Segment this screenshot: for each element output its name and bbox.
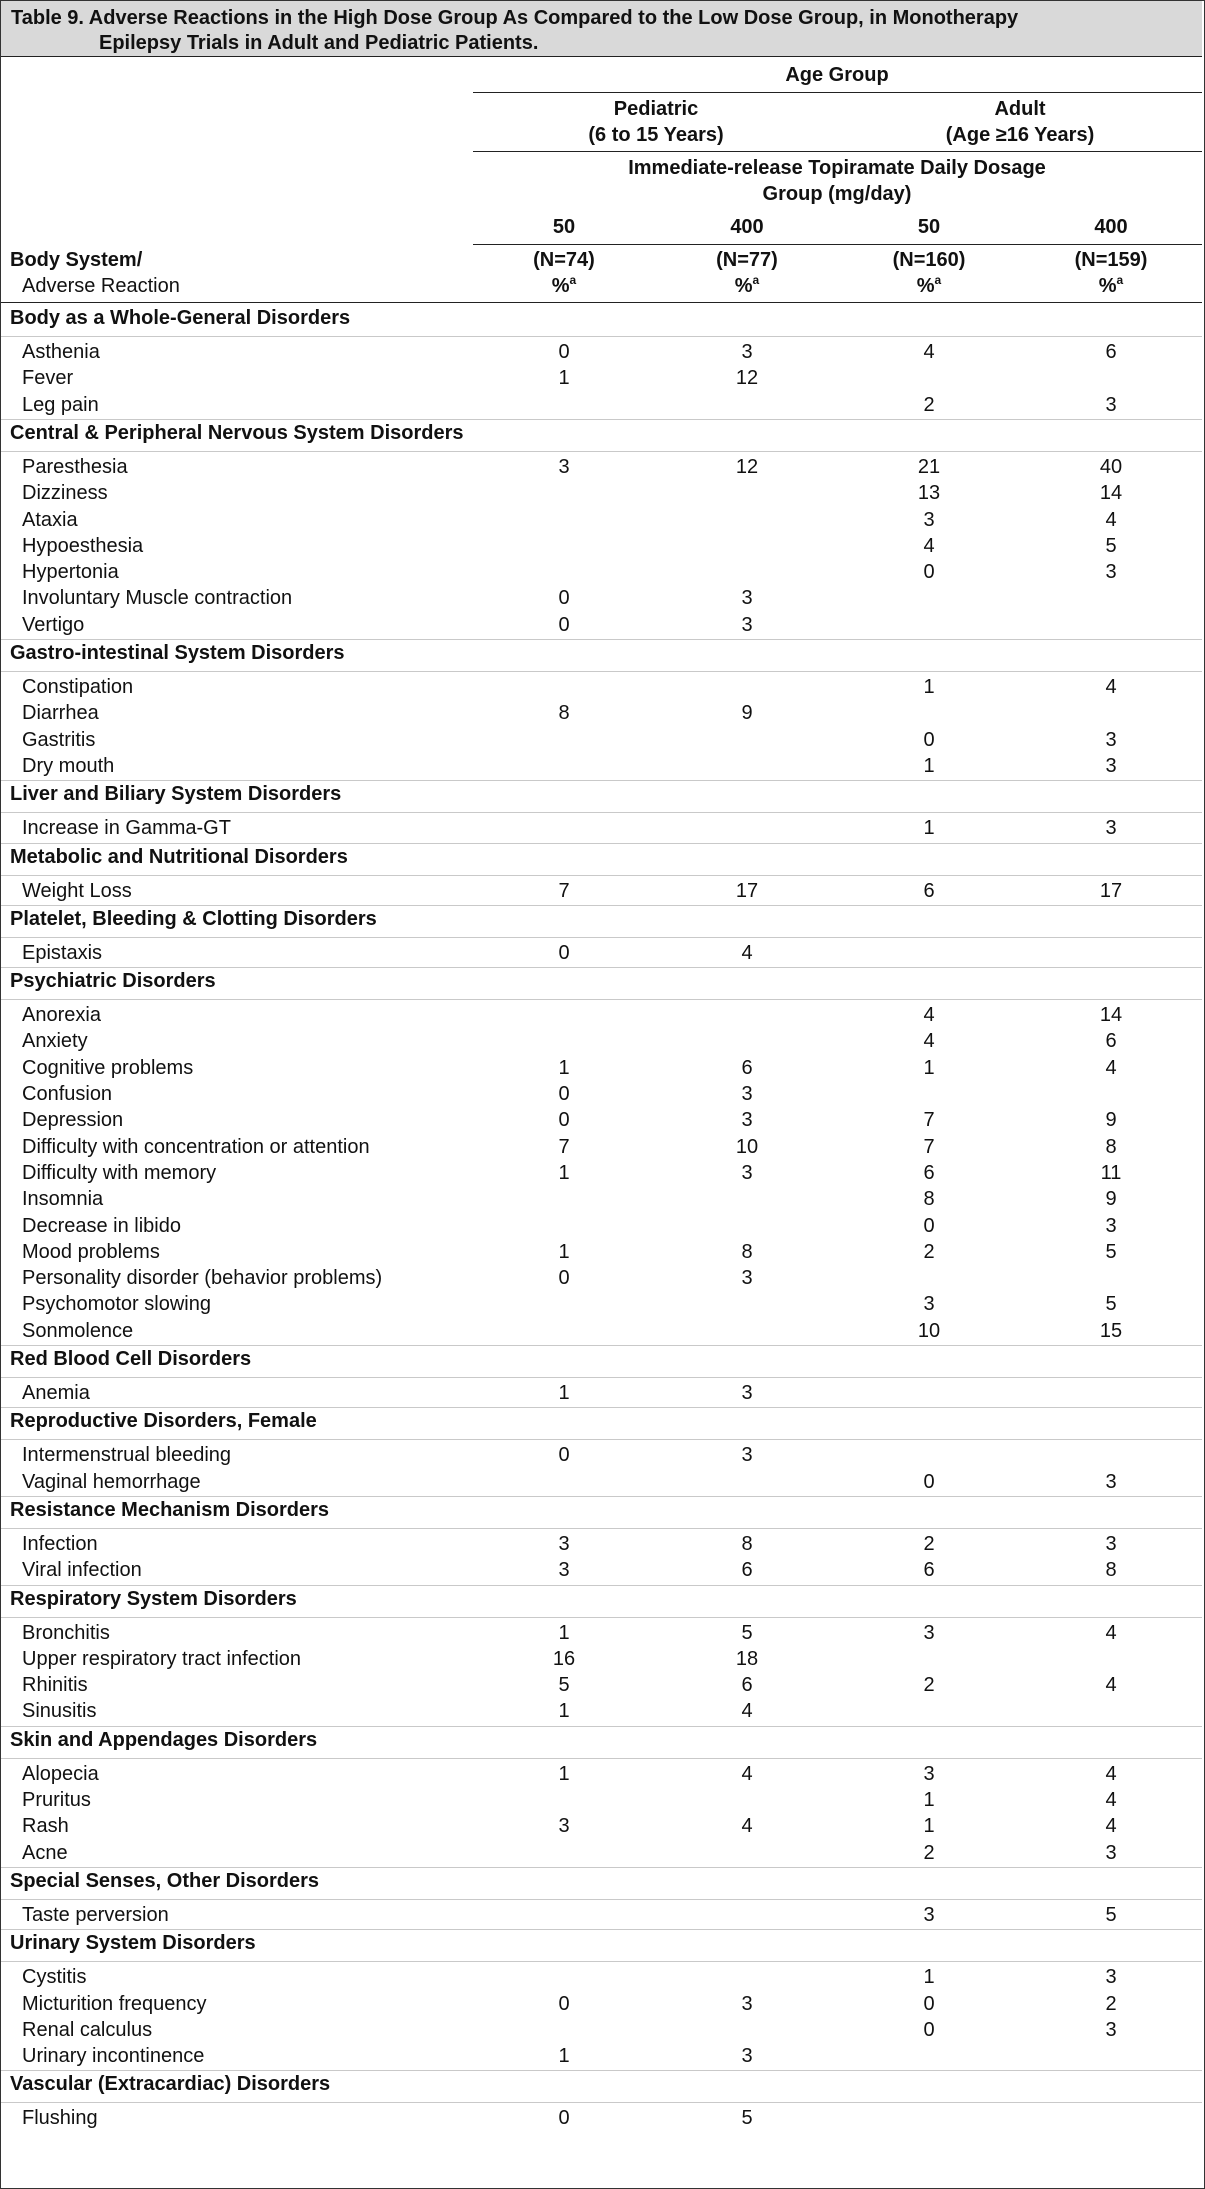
reaction-label: Mood problems	[22, 1240, 160, 1263]
value-cell: 5	[1105, 1293, 1117, 1316]
pediatric-age-range: (6 to 15 Years)	[588, 124, 724, 146]
reaction-label: Sonmolence	[22, 1319, 134, 1342]
value-cell: 0	[558, 613, 570, 636]
reaction-label: Alopecia	[22, 1762, 99, 1785]
section-header: Gastro-intestinal System Disorders	[10, 642, 345, 664]
section-header: Central & Peripheral Nervous System Disorders	[10, 421, 464, 444]
reaction-label: Rash	[22, 1815, 69, 1838]
header-bottom-rule	[1, 302, 1202, 303]
reaction-label: Upper respiratory tract infection	[22, 1647, 302, 1670]
value-cell: 4	[923, 1030, 935, 1053]
value-cell: 12	[735, 455, 759, 478]
section-divider	[1, 1961, 1202, 1962]
value-cell: 4	[741, 941, 753, 964]
value-cell: 6	[741, 1559, 753, 1582]
reaction-label: Anorexia	[22, 1004, 101, 1027]
reaction-label: Urinary incontinence	[22, 2045, 205, 2068]
reaction-label: Gastritis	[22, 728, 96, 751]
value-cell: 8	[923, 1188, 935, 1211]
n-header: (N=77)	[716, 249, 778, 271]
value-cell: 3	[1105, 1966, 1117, 1989]
section-header: Red Blood Cell Disorders	[10, 1348, 252, 1370]
n-header: (N=160)	[892, 249, 966, 271]
section-header: Reproductive Disorders, Female	[10, 1410, 317, 1433]
section-header: Respiratory System Disorders	[10, 1587, 297, 1610]
value-cell: 0	[558, 2107, 570, 2130]
section-divider	[1, 1439, 1202, 1440]
adult-header: Adult	[994, 98, 1046, 120]
value-cell: 4	[923, 1004, 935, 1027]
n-header: (N=74)	[533, 249, 595, 271]
value-cell: 0	[558, 341, 570, 363]
value-cell: 1	[923, 1966, 935, 1989]
value-cell: 0	[558, 1109, 570, 1132]
dosage-header-line2: Group (mg/day)	[762, 183, 912, 205]
section-divider	[1, 451, 1202, 452]
value-cell: 12	[735, 367, 759, 390]
value-cell: 3	[1105, 1532, 1117, 1555]
value-cell: 5	[741, 1621, 753, 1644]
value-cell: 8	[558, 702, 570, 725]
value-cell: 3	[741, 1161, 753, 1184]
footnote-marker: a	[1116, 273, 1124, 287]
section-divider	[1, 1758, 1202, 1759]
reaction-label: Epistaxis	[22, 941, 103, 964]
value-cell: 9	[1105, 1188, 1117, 1211]
reaction-label: Acne	[22, 1841, 68, 1864]
section-header: Platelet, Bleeding & Clotting Disorders	[10, 907, 377, 930]
adverse-reaction-header: Adverse Reaction	[22, 275, 180, 297]
reaction-label: Increase in Gamma-GT	[22, 817, 231, 840]
value-cell: 3	[1105, 561, 1117, 584]
value-cell: 6	[923, 1161, 935, 1184]
reaction-label: Pruritus	[22, 1789, 91, 1811]
value-cell: 6	[741, 1056, 753, 1079]
value-cell: 14	[1099, 482, 1123, 505]
value-cell: 4	[741, 1815, 753, 1838]
value-cell: 0	[923, 1992, 935, 2015]
reaction-label: Leg pain	[22, 393, 99, 416]
reaction-label: Depression	[22, 1109, 124, 1132]
value-cell: 10	[917, 1319, 941, 1342]
value-cell: 3	[741, 1444, 753, 1467]
value-cell: 2	[923, 1532, 935, 1555]
reaction-label: Insomnia	[22, 1188, 104, 1211]
value-cell: 1	[558, 2045, 570, 2068]
value-cell: 3	[1105, 754, 1117, 777]
value-cell: 13	[917, 482, 941, 505]
reaction-label: Taste perversion	[22, 1903, 169, 1926]
value-cell: 0	[558, 1444, 570, 1467]
dose-header: 50	[917, 216, 941, 238]
value-cell: 40	[1099, 455, 1123, 478]
section-divider	[1, 875, 1202, 876]
value-cell: 3	[923, 1293, 935, 1316]
value-cell: 4	[741, 1700, 753, 1723]
value-cell: 7	[558, 1135, 570, 1158]
value-cell: 5	[741, 2107, 753, 2130]
value-cell: 10	[735, 1135, 759, 1158]
reaction-label: Personality disorder (behavior problems)	[22, 1267, 383, 1290]
value-cell: 5	[1105, 534, 1117, 557]
value-cell: 2	[923, 393, 935, 416]
value-cell: 1	[923, 1815, 935, 1838]
table-title-bar	[1, 1, 1202, 57]
section-header: Psychiatric Disorders	[10, 970, 216, 993]
reaction-label: Psychomotor slowing	[22, 1293, 211, 1316]
value-cell: 4	[923, 341, 935, 363]
section-divider	[1, 937, 1202, 938]
value-cell: 3	[741, 1267, 753, 1290]
value-cell: 3	[1105, 728, 1117, 751]
value-cell: 4	[1105, 1056, 1117, 1079]
value-cell: 4	[1105, 508, 1117, 531]
value-cell: 1	[558, 1161, 570, 1184]
reaction-label: Flushing	[22, 2107, 98, 2130]
dose-header: 50	[552, 216, 576, 238]
reaction-label: Difficulty with concentration or attention	[22, 1135, 370, 1158]
value-cell: 3	[741, 1083, 753, 1105]
value-cell: 2	[1105, 1992, 1117, 2015]
value-cell: 11	[1100, 1161, 1122, 1184]
value-cell: 2	[923, 1841, 935, 1864]
value-cell: 0	[923, 1470, 935, 1493]
value-cell: 3	[1105, 1470, 1117, 1493]
value-cell: 1	[558, 1621, 570, 1644]
n-header: (N=159)	[1074, 249, 1148, 271]
value-cell: 0	[923, 561, 935, 584]
reaction-label: Ataxia	[22, 508, 78, 531]
value-cell: 21	[917, 455, 941, 478]
value-cell: 1	[923, 1056, 935, 1079]
value-cell: 0	[558, 1083, 570, 1105]
value-cell: 3	[923, 508, 935, 531]
section-divider	[1, 671, 1202, 672]
section-header: Urinary System Disorders	[10, 1932, 256, 1955]
value-cell: 1	[558, 1056, 570, 1079]
percent-sign: %	[734, 275, 753, 297]
reaction-label: Decrease in libido	[22, 1214, 181, 1237]
value-cell: 4	[923, 534, 935, 557]
reaction-label: Asthenia	[22, 341, 100, 363]
value-cell: 0	[923, 2018, 935, 2041]
value-cell: 3	[923, 1762, 935, 1785]
value-cell: 1	[558, 1700, 570, 1723]
pediatric-header: Pediatric	[613, 98, 699, 120]
percent-sign: %	[551, 275, 570, 297]
section-divider	[1, 812, 1202, 813]
percent-header	[552, 273, 576, 299]
value-cell: 1	[923, 754, 935, 777]
reaction-label: Difficulty with memory	[22, 1161, 217, 1184]
value-cell: 18	[735, 1647, 759, 1670]
value-cell: 8	[741, 1240, 753, 1263]
value-cell: 3	[1105, 393, 1117, 416]
section-divider	[1, 1528, 1202, 1529]
dosage-header-line1: Immediate-release Topiramate Daily Dosage	[628, 157, 1046, 179]
table-title-line2: Epilepsy Trials in Adult and Pediatric Patients.	[99, 32, 539, 54]
reaction-label: Intermenstrual bleeding	[22, 1444, 232, 1467]
value-cell: 4	[1105, 676, 1117, 698]
reaction-label: Diarrhea	[22, 702, 99, 725]
value-cell: 3	[558, 1532, 570, 1555]
value-cell: 3	[741, 1382, 753, 1404]
reaction-label: Hypoesthesia	[22, 534, 144, 557]
value-cell: 3	[741, 341, 753, 363]
percent-header	[917, 273, 941, 299]
value-cell: 7	[923, 1135, 935, 1158]
section-divider	[1, 2102, 1202, 2103]
dose-header: 400	[730, 216, 764, 238]
reaction-label: Cystitis	[22, 1966, 87, 1989]
reaction-label: Viral infection	[22, 1559, 142, 1582]
reaction-label: Involuntary Muscle contraction	[22, 587, 293, 610]
value-cell: 1	[923, 1789, 935, 1811]
section-header: Special Senses, Other Disorders	[10, 1869, 320, 1892]
percent-header	[1099, 273, 1123, 299]
reaction-label: Paresthesia	[22, 455, 128, 478]
value-cell: 8	[1105, 1559, 1117, 1582]
reaction-label: Anemia	[22, 1382, 90, 1404]
value-cell: 3	[1105, 1841, 1117, 1864]
value-cell: 0	[923, 1214, 935, 1237]
reaction-label: Weight Loss	[22, 879, 132, 902]
reaction-label: Vertigo	[22, 613, 85, 636]
body-system-header: Body System/	[10, 249, 143, 271]
footnote-marker: a	[934, 273, 942, 287]
value-cell: 6	[1105, 1030, 1117, 1053]
header-rule	[473, 92, 1202, 93]
value-cell: 0	[558, 587, 570, 610]
header-rule	[473, 151, 1202, 152]
value-cell: 3	[1105, 817, 1117, 840]
age-group-header: Age Group	[785, 64, 889, 86]
table-title-line1: Table 9. Adverse Reactions in the High Dose Group As Compared to the Low Dose Group, in Monotherapy	[11, 7, 1019, 29]
section-header: Body as a Whole-General Disorders	[10, 307, 351, 329]
section-header: Vascular (Extracardiac) Disorders	[10, 2073, 331, 2096]
value-cell: 5	[1105, 1240, 1117, 1263]
value-cell: 3	[1105, 1214, 1117, 1237]
value-cell: 3	[923, 1621, 935, 1644]
reaction-label: Fever	[22, 367, 74, 390]
value-cell: 5	[558, 1674, 570, 1697]
adult-age-range: (Age ≥16 Years)	[945, 124, 1095, 146]
value-cell: 7	[558, 879, 570, 902]
value-cell: 1	[923, 817, 935, 840]
section-divider	[1, 1617, 1202, 1618]
value-cell: 3	[741, 1109, 753, 1132]
value-cell: 6	[923, 879, 935, 902]
reaction-label: Dry mouth	[22, 754, 115, 777]
section-divider	[1, 1899, 1202, 1900]
value-cell: 4	[741, 1762, 753, 1785]
value-cell: 4	[1105, 1815, 1117, 1838]
reaction-label: Infection	[22, 1532, 98, 1555]
value-cell: 3	[558, 455, 570, 478]
value-cell: 2	[923, 1674, 935, 1697]
section-divider	[1, 1377, 1202, 1378]
value-cell: 9	[1105, 1109, 1117, 1132]
reaction-label: Cognitive problems	[22, 1056, 194, 1079]
percent-sign: %	[916, 275, 935, 297]
reaction-label: Anxiety	[22, 1030, 88, 1053]
header-rule	[473, 244, 1202, 245]
value-cell: 1	[558, 1240, 570, 1263]
value-cell: 0	[558, 1267, 570, 1290]
reaction-label: Sinusitis	[22, 1700, 97, 1723]
footnote-marker: a	[569, 273, 577, 287]
value-cell: 5	[1105, 1903, 1117, 1926]
value-cell: 16	[552, 1647, 576, 1670]
reaction-label: Confusion	[22, 1083, 113, 1105]
value-cell: 1	[558, 1762, 570, 1785]
section-header: Metabolic and Nutritional Disorders	[10, 845, 348, 868]
value-cell: 0	[558, 941, 570, 964]
percent-sign: %	[1098, 275, 1117, 297]
value-cell: 17	[1099, 879, 1123, 902]
section-header: Resistance Mechanism Disorders	[10, 1498, 330, 1521]
reaction-label: Hypertonia	[22, 561, 119, 584]
reaction-label: Renal calculus	[22, 2018, 153, 2041]
section-divider	[1, 999, 1202, 1000]
value-cell: 6	[1105, 341, 1117, 363]
value-cell: 15	[1099, 1319, 1123, 1342]
value-cell: 1	[558, 367, 570, 390]
value-cell: 7	[923, 1109, 935, 1132]
value-cell: 6	[741, 1674, 753, 1697]
value-cell: 3	[741, 1992, 753, 2015]
value-cell: 17	[735, 879, 759, 902]
value-cell: 3	[741, 587, 753, 610]
value-cell: 4	[1105, 1674, 1117, 1697]
value-cell: 6	[923, 1559, 935, 1582]
value-cell: 2	[923, 1240, 935, 1263]
reaction-label: Constipation	[22, 676, 134, 698]
value-cell: 4	[1105, 1621, 1117, 1644]
value-cell: 1	[558, 1382, 570, 1404]
value-cell: 3	[741, 2045, 753, 2068]
reaction-label: Vaginal hemorrhage	[22, 1470, 201, 1493]
value-cell: 8	[741, 1532, 753, 1555]
value-cell: 1	[923, 676, 935, 698]
value-cell: 8	[1105, 1135, 1117, 1158]
reaction-label: Bronchitis	[22, 1621, 110, 1644]
value-cell: 9	[741, 702, 753, 725]
reaction-label: Dizziness	[22, 482, 108, 505]
value-cell: 3	[558, 1815, 570, 1838]
reaction-label: Rhinitis	[22, 1674, 88, 1697]
section-divider	[1, 336, 1202, 337]
value-cell: 0	[558, 1992, 570, 2015]
percent-header	[735, 273, 759, 299]
value-cell: 3	[923, 1903, 935, 1926]
section-header: Liver and Biliary System Disorders	[10, 783, 342, 806]
value-cell: 3	[1105, 2018, 1117, 2041]
value-cell: 4	[1105, 1762, 1117, 1785]
section-header: Skin and Appendages Disorders	[10, 1728, 318, 1751]
dose-header: 400	[1094, 216, 1128, 238]
value-cell: 3	[558, 1559, 570, 1582]
value-cell: 14	[1099, 1004, 1123, 1027]
footnote-marker: a	[752, 273, 760, 287]
value-cell: 0	[923, 728, 935, 751]
value-cell: 4	[1105, 1789, 1117, 1811]
value-cell: 3	[741, 613, 753, 636]
reaction-label: Micturition frequency	[22, 1992, 207, 2015]
